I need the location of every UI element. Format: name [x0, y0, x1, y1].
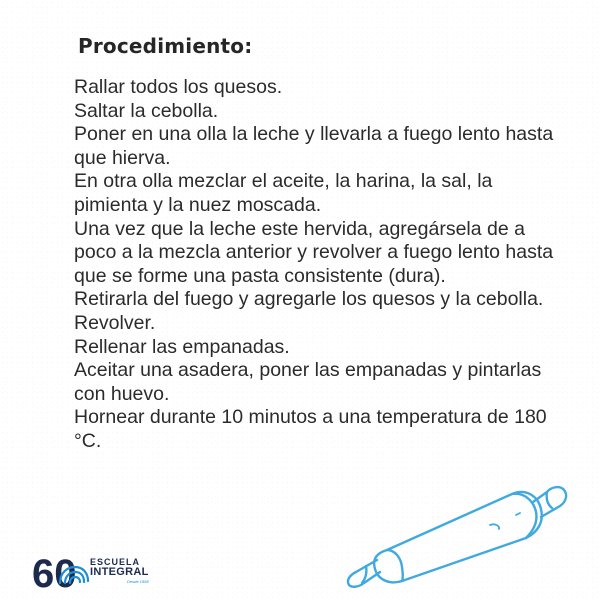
section-heading: Procedimiento:	[78, 34, 253, 58]
step-item: Saltar la cebolla.	[74, 99, 219, 122]
step-item: Revolver.	[74, 311, 156, 334]
step-item: Poner en una olla la leche y llevarla a fuego lento hasta que hierva.	[74, 123, 554, 169]
school-logo	[30, 545, 190, 595]
step-item: Una vez que la leche este hervida, agregársela de a poco a la mezcla anterior y revolver a fuego lento hasta que se forme una pasta consistente (dura).	[74, 217, 554, 287]
step-item: Retirarla del fuego y agregarle los quesos y la cebolla.	[74, 288, 544, 311]
step-item: Rellenar las empanadas.	[74, 335, 290, 358]
logo-tagline: Desde 1958	[127, 579, 149, 584]
step-item: Aceitar una asadera, poner las empanadas y pintarlas con huevo.	[74, 359, 542, 405]
logo-text-escuela: ESCUELA	[90, 557, 141, 567]
procedure-steps	[74, 76, 554, 454]
anniversary-badge-icon	[30, 545, 90, 595]
rolling-pin-icon	[340, 462, 570, 588]
step-item: Hornear durante 10 minutos a una temperatura de 180 °C.	[74, 406, 547, 452]
badge-number: 60	[32, 552, 77, 595]
step-item: En otra olla mezclar el aceite, la harina, la sal, la pimienta y la nuez moscada.	[74, 170, 493, 216]
step-item: Rallar todos los quesos.	[74, 76, 283, 98]
logo-text-integral: INTEGRAL	[90, 566, 149, 578]
